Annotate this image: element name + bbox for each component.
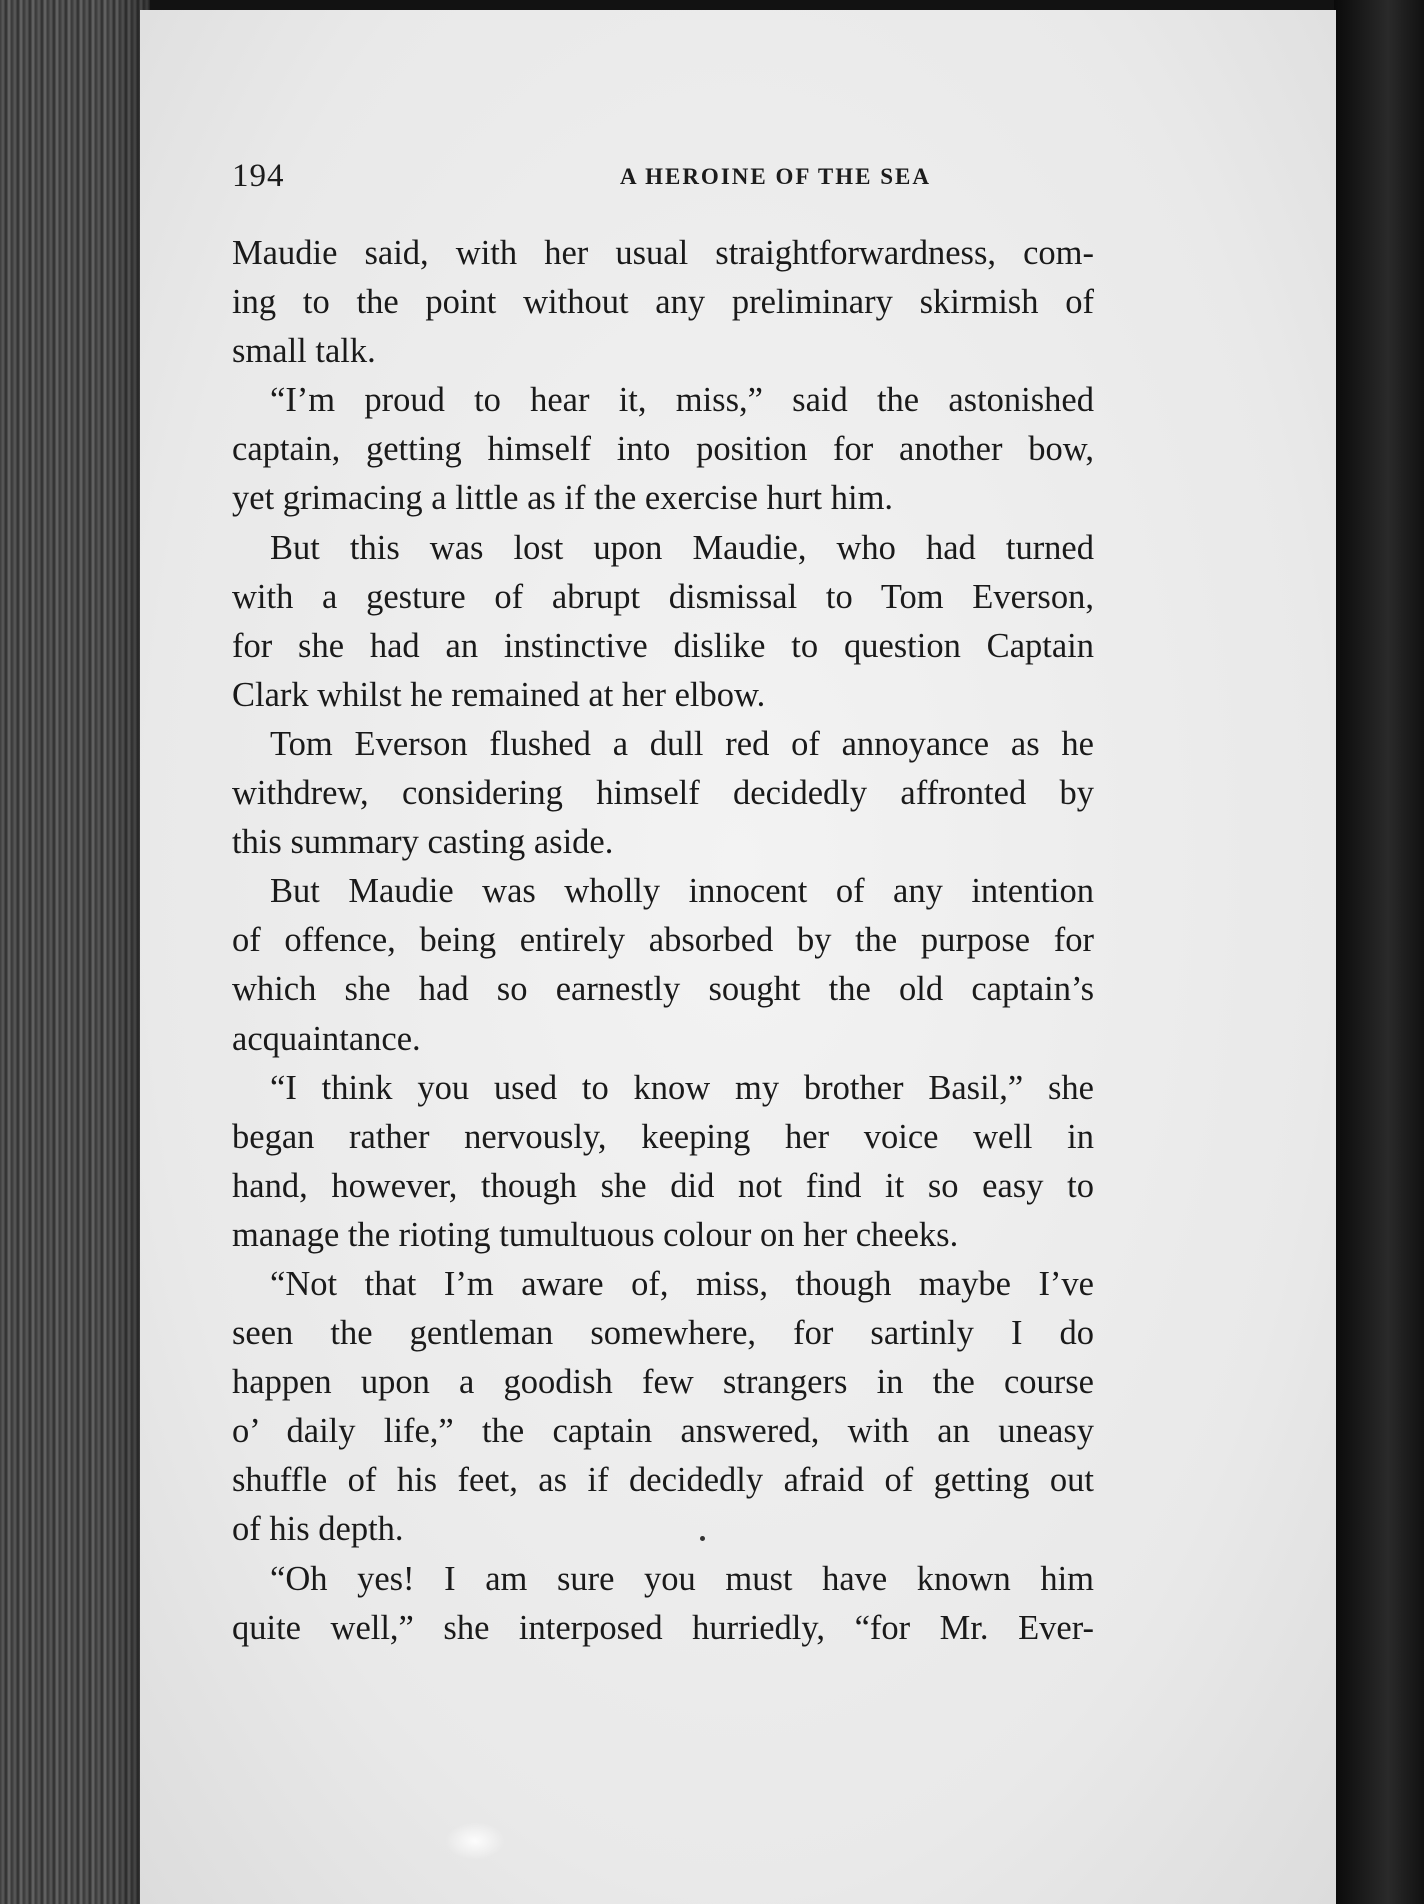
stray-ink-dot xyxy=(700,1536,705,1541)
right-gutter xyxy=(1334,0,1424,1904)
text-line: “I’m proud to hear it, miss,” said the astonished xyxy=(270,381,1094,420)
running-title: A HEROINE OF THE SEA xyxy=(620,164,931,189)
text-line: small talk. xyxy=(232,332,376,371)
text-line: seen the gentleman somewhere, for sartinly I do xyxy=(232,1314,1094,1353)
text-line: of offence, being entirely absorbed by the purpose for xyxy=(232,921,1094,960)
text-line: quite well,” she interposed hurriedly, “for Mr. Ever- xyxy=(232,1608,1094,1647)
text-line: “I think you used to know my brother Basil,” she xyxy=(270,1068,1094,1107)
text-line: Maudie said, with her usual straightforwardness, com- xyxy=(232,234,1094,272)
page-number: 194 xyxy=(232,158,285,194)
running-head xyxy=(232,158,1232,206)
text-line: withdrew, considering himself decidedly affronted by xyxy=(232,774,1094,813)
text-line: acquaintance. xyxy=(232,1019,421,1058)
text-line: Tom Everson flushed a dull red of annoyance as he xyxy=(270,724,1094,763)
text-line: captain, getting himself into position for another bow, xyxy=(232,430,1094,469)
text-line: shuffle of his feet, as if decidedly afraid of getting out xyxy=(232,1461,1094,1500)
text-line: hand, however, though she did not find it so easy to xyxy=(232,1166,1094,1205)
text-line: manage the rioting tumultuous colour on her cheeks. xyxy=(232,1215,959,1254)
text-line: But this was lost upon Maudie, who had turned xyxy=(270,528,1094,567)
smudge-mark xyxy=(445,1822,505,1860)
text-line: yet grimacing a little as if the exercise hurt him. xyxy=(232,479,894,518)
text-line: began rather nervously, keeping her voice well in xyxy=(232,1117,1094,1156)
text-line: which she had so earnestly sought the old captain’s xyxy=(232,970,1094,1009)
text-line: o’ daily life,” the captain answered, with an uneasy xyxy=(232,1412,1094,1451)
text-line: But Maudie was wholly innocent of any intention xyxy=(270,872,1094,911)
text-line: “Not that I’m aware of, miss, though maybe I’ve xyxy=(270,1264,1094,1303)
text-line: Clark whilst he remained at her elbow. xyxy=(232,675,766,714)
text-line: “Oh yes! I am sure you must have known him xyxy=(270,1559,1094,1598)
text-line: with a gesture of abrupt dismissal to Tom Everson, xyxy=(232,577,1094,616)
text-line: for she had an instinctive dislike to question Captain xyxy=(232,626,1094,665)
text-line: of his depth. xyxy=(232,1510,404,1549)
text-line: this summary casting aside. xyxy=(232,823,614,862)
text-line: ing to the point without any preliminary skirmish of xyxy=(232,283,1094,322)
body-text xyxy=(232,229,1094,1653)
text-line: happen upon a goodish few strangers in the course xyxy=(232,1363,1094,1402)
